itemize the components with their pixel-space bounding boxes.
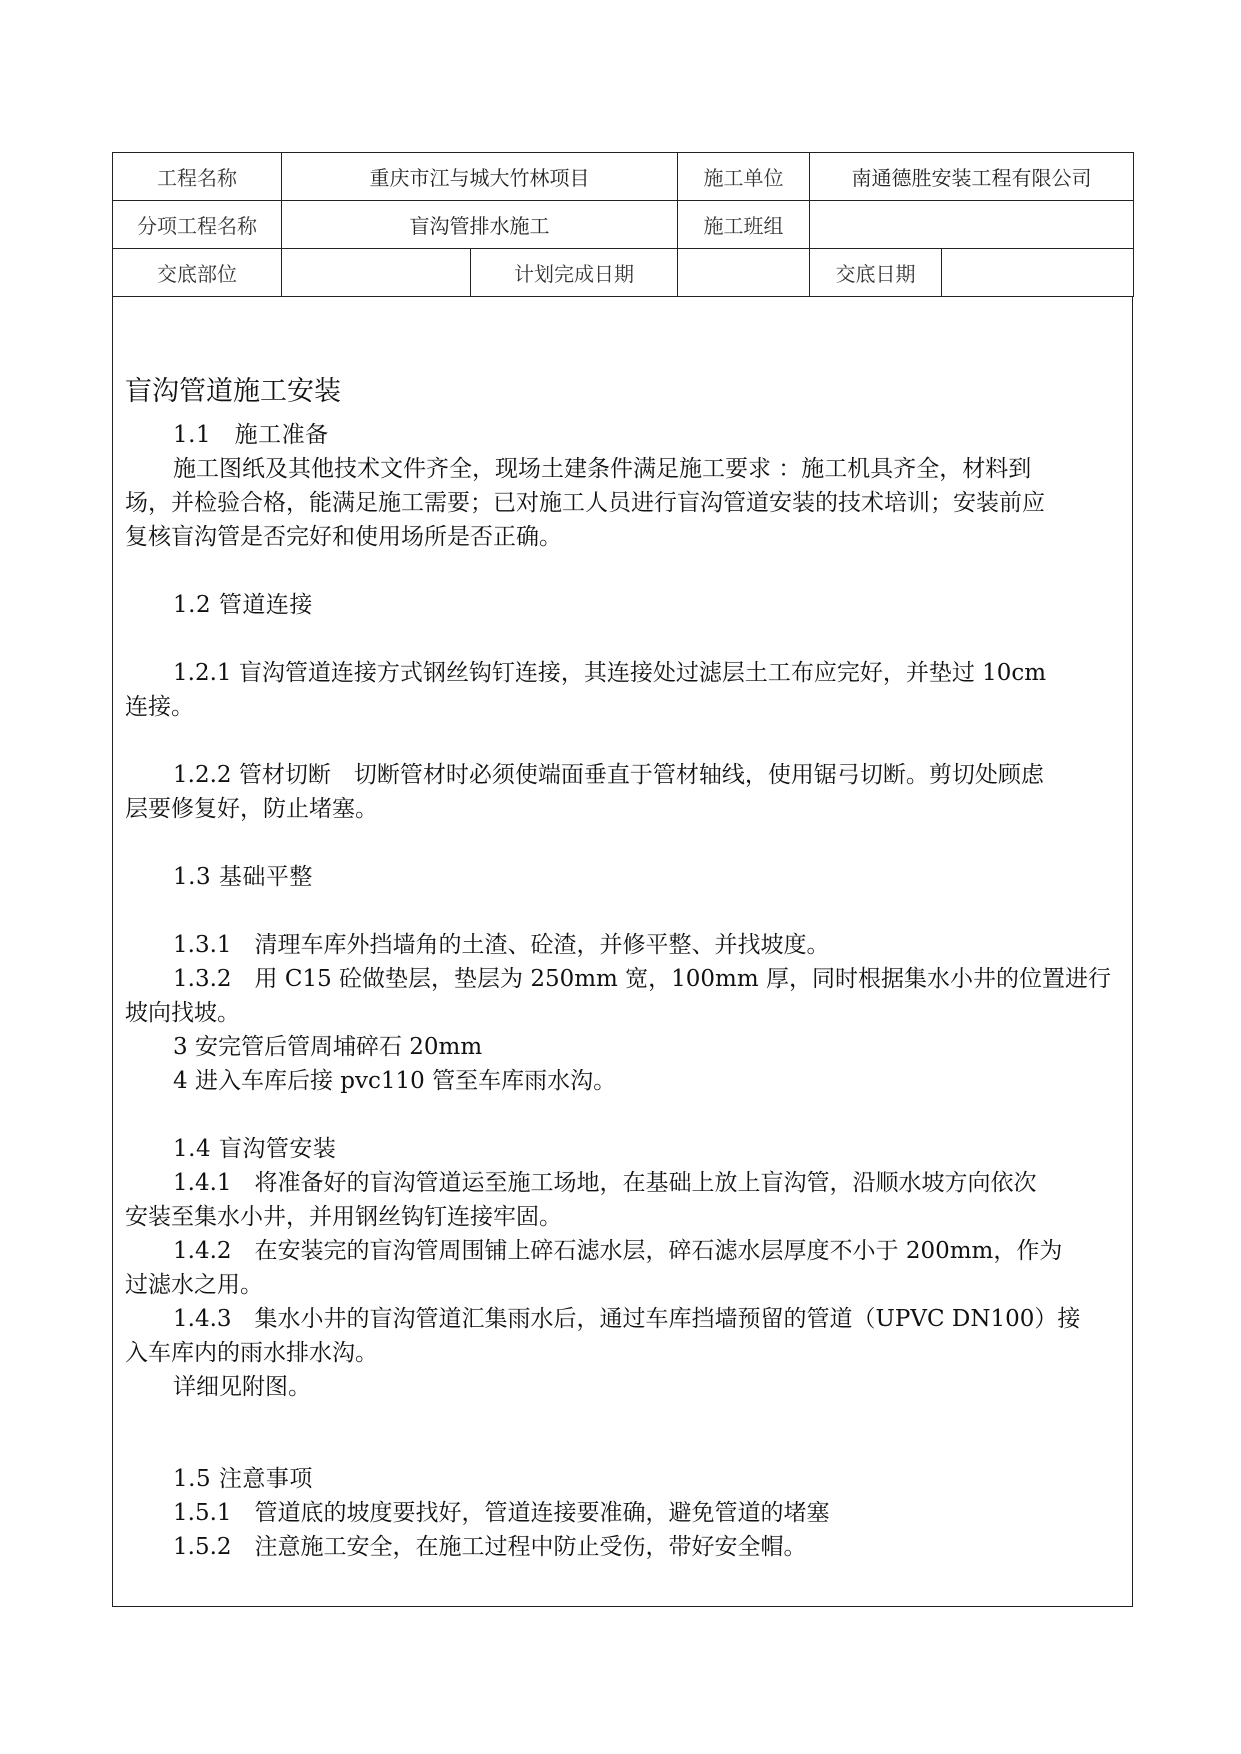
- header-table: [112, 152, 1134, 297]
- construction-unit-label: 施工单位: [678, 153, 810, 201]
- section-1-3-2-line-2: 坡向找坡。: [125, 1000, 240, 1026]
- project-name-label: 工程名称: [113, 153, 282, 201]
- section-1-2-1-line-1: 1.2.1 盲沟管道连接方式钢丝钩钉连接，其连接处过滤层土工布应完好，并垫过 10cm: [173, 660, 1047, 686]
- section-1-3-1: 1.3.1 清理车库外挡墙角的土渣、砼渣，并修平整、并找坡度。: [173, 932, 830, 958]
- document-body: [125, 372, 1120, 1564]
- section-1-4-1-line-1: 1.4.1 将准备好的盲沟管道运至施工场地，在基础上放上盲沟管，沿顺水坡方向依次: [173, 1170, 1037, 1196]
- section-1-2-2-line-1: 1.2.2 管材切断 切断管材时必须使端面垂直于管材轴线，使用锯弓切断。剪切处顾虑: [173, 762, 1044, 788]
- header-row-disclosure: [113, 249, 1134, 297]
- section-1-4-detail-note: 详细见附图。: [173, 1374, 311, 1400]
- section-1-5-2: 1.5.2 注意施工安全，在施工过程中防止受伤，带好安全帽。: [173, 1534, 807, 1560]
- section-1-5-heading: 1.5 注意事项: [173, 1466, 313, 1492]
- section-1-1-text-line-3: 复核盲沟管是否完好和使用场所是否正确。: [125, 524, 562, 550]
- construction-unit-value: 南通德胜安装工程有限公司: [810, 153, 1134, 201]
- section-1-5-1: 1.5.1 管道底的坡度要找好，管道连接要准确，避免管道的堵塞: [173, 1500, 830, 1526]
- disclosure-part-label: 交底部位: [113, 249, 282, 297]
- section-1-3-item-3: 3 安完管后管周埔碎石 20mm: [173, 1034, 483, 1060]
- section-1-2-heading: 1.2 管道连接: [173, 592, 313, 618]
- subproject-name-value: 盲沟管排水施工: [282, 201, 678, 249]
- disclosure-date-label: 交底日期: [810, 249, 942, 297]
- header-row-project: [113, 153, 1134, 201]
- construction-team-value: [810, 201, 1134, 249]
- disclosure-part-value: [282, 249, 471, 297]
- section-1-1-text-line-1: 施工图纸及其他技术文件齐全，现场土建条件满足施工要求 ：施工机具齐全，材料到: [173, 456, 1032, 482]
- section-1-4-2-line-1: 1.4.2 在安装完的盲沟管周围铺上碎石滤水层，碎石滤水层厚度不小于 200mm，作为: [173, 1238, 1063, 1264]
- section-1-4-3-line-1: 1.4.3 集水小井的盲沟管道汇集雨水后，通过车库挡墙预留的管道（UPVC DN100）接: [173, 1306, 1081, 1332]
- section-1-4-3-line-2: 入车库内的雨水排水沟。: [125, 1340, 378, 1366]
- section-1-3-heading: 1.3 基础平整: [173, 864, 313, 890]
- document-title: 盲沟管道施工安装: [125, 376, 341, 407]
- section-1-4-heading: 1.4 盲沟管安装: [173, 1136, 337, 1162]
- project-name-value: 重庆市江与城大竹林项目: [282, 153, 678, 201]
- section-1-3-2-line-1: 1.3.2 用 C15 砼做垫层，垫层为 250mm 宽，100mm 厚，同时根据集水小井的位置进行: [173, 966, 1111, 992]
- header-row-subproject: [113, 201, 1134, 249]
- section-1-2-2-line-2: 层要修复好，防止堵塞。: [125, 796, 378, 822]
- planned-completion-date-value: [678, 249, 810, 297]
- planned-completion-date-label: 计划完成日期: [471, 249, 678, 297]
- section-1-4-1-line-2: 安装至集水小井，并用钢丝钩钉连接牢固。: [125, 1204, 562, 1230]
- section-1-4-2-line-2: 过滤水之用。: [125, 1272, 263, 1298]
- section-1-2-1-line-2: 连接。: [125, 694, 194, 720]
- disclosure-date-value: [942, 249, 1134, 297]
- subproject-name-label: 分项工程名称: [113, 201, 282, 249]
- section-1-1-heading: 1.1 施工准备: [173, 422, 329, 448]
- section-1-3-item-4: 4 进入车库后接 pvc110 管至车库雨水沟。: [173, 1068, 617, 1094]
- construction-team-label: 施工班组: [678, 201, 810, 249]
- section-1-1-text-line-2: 场，并检验合格，能满足施工需要；已对施工人员进行盲沟管道安装的技术培训；安装前应: [125, 490, 1045, 516]
